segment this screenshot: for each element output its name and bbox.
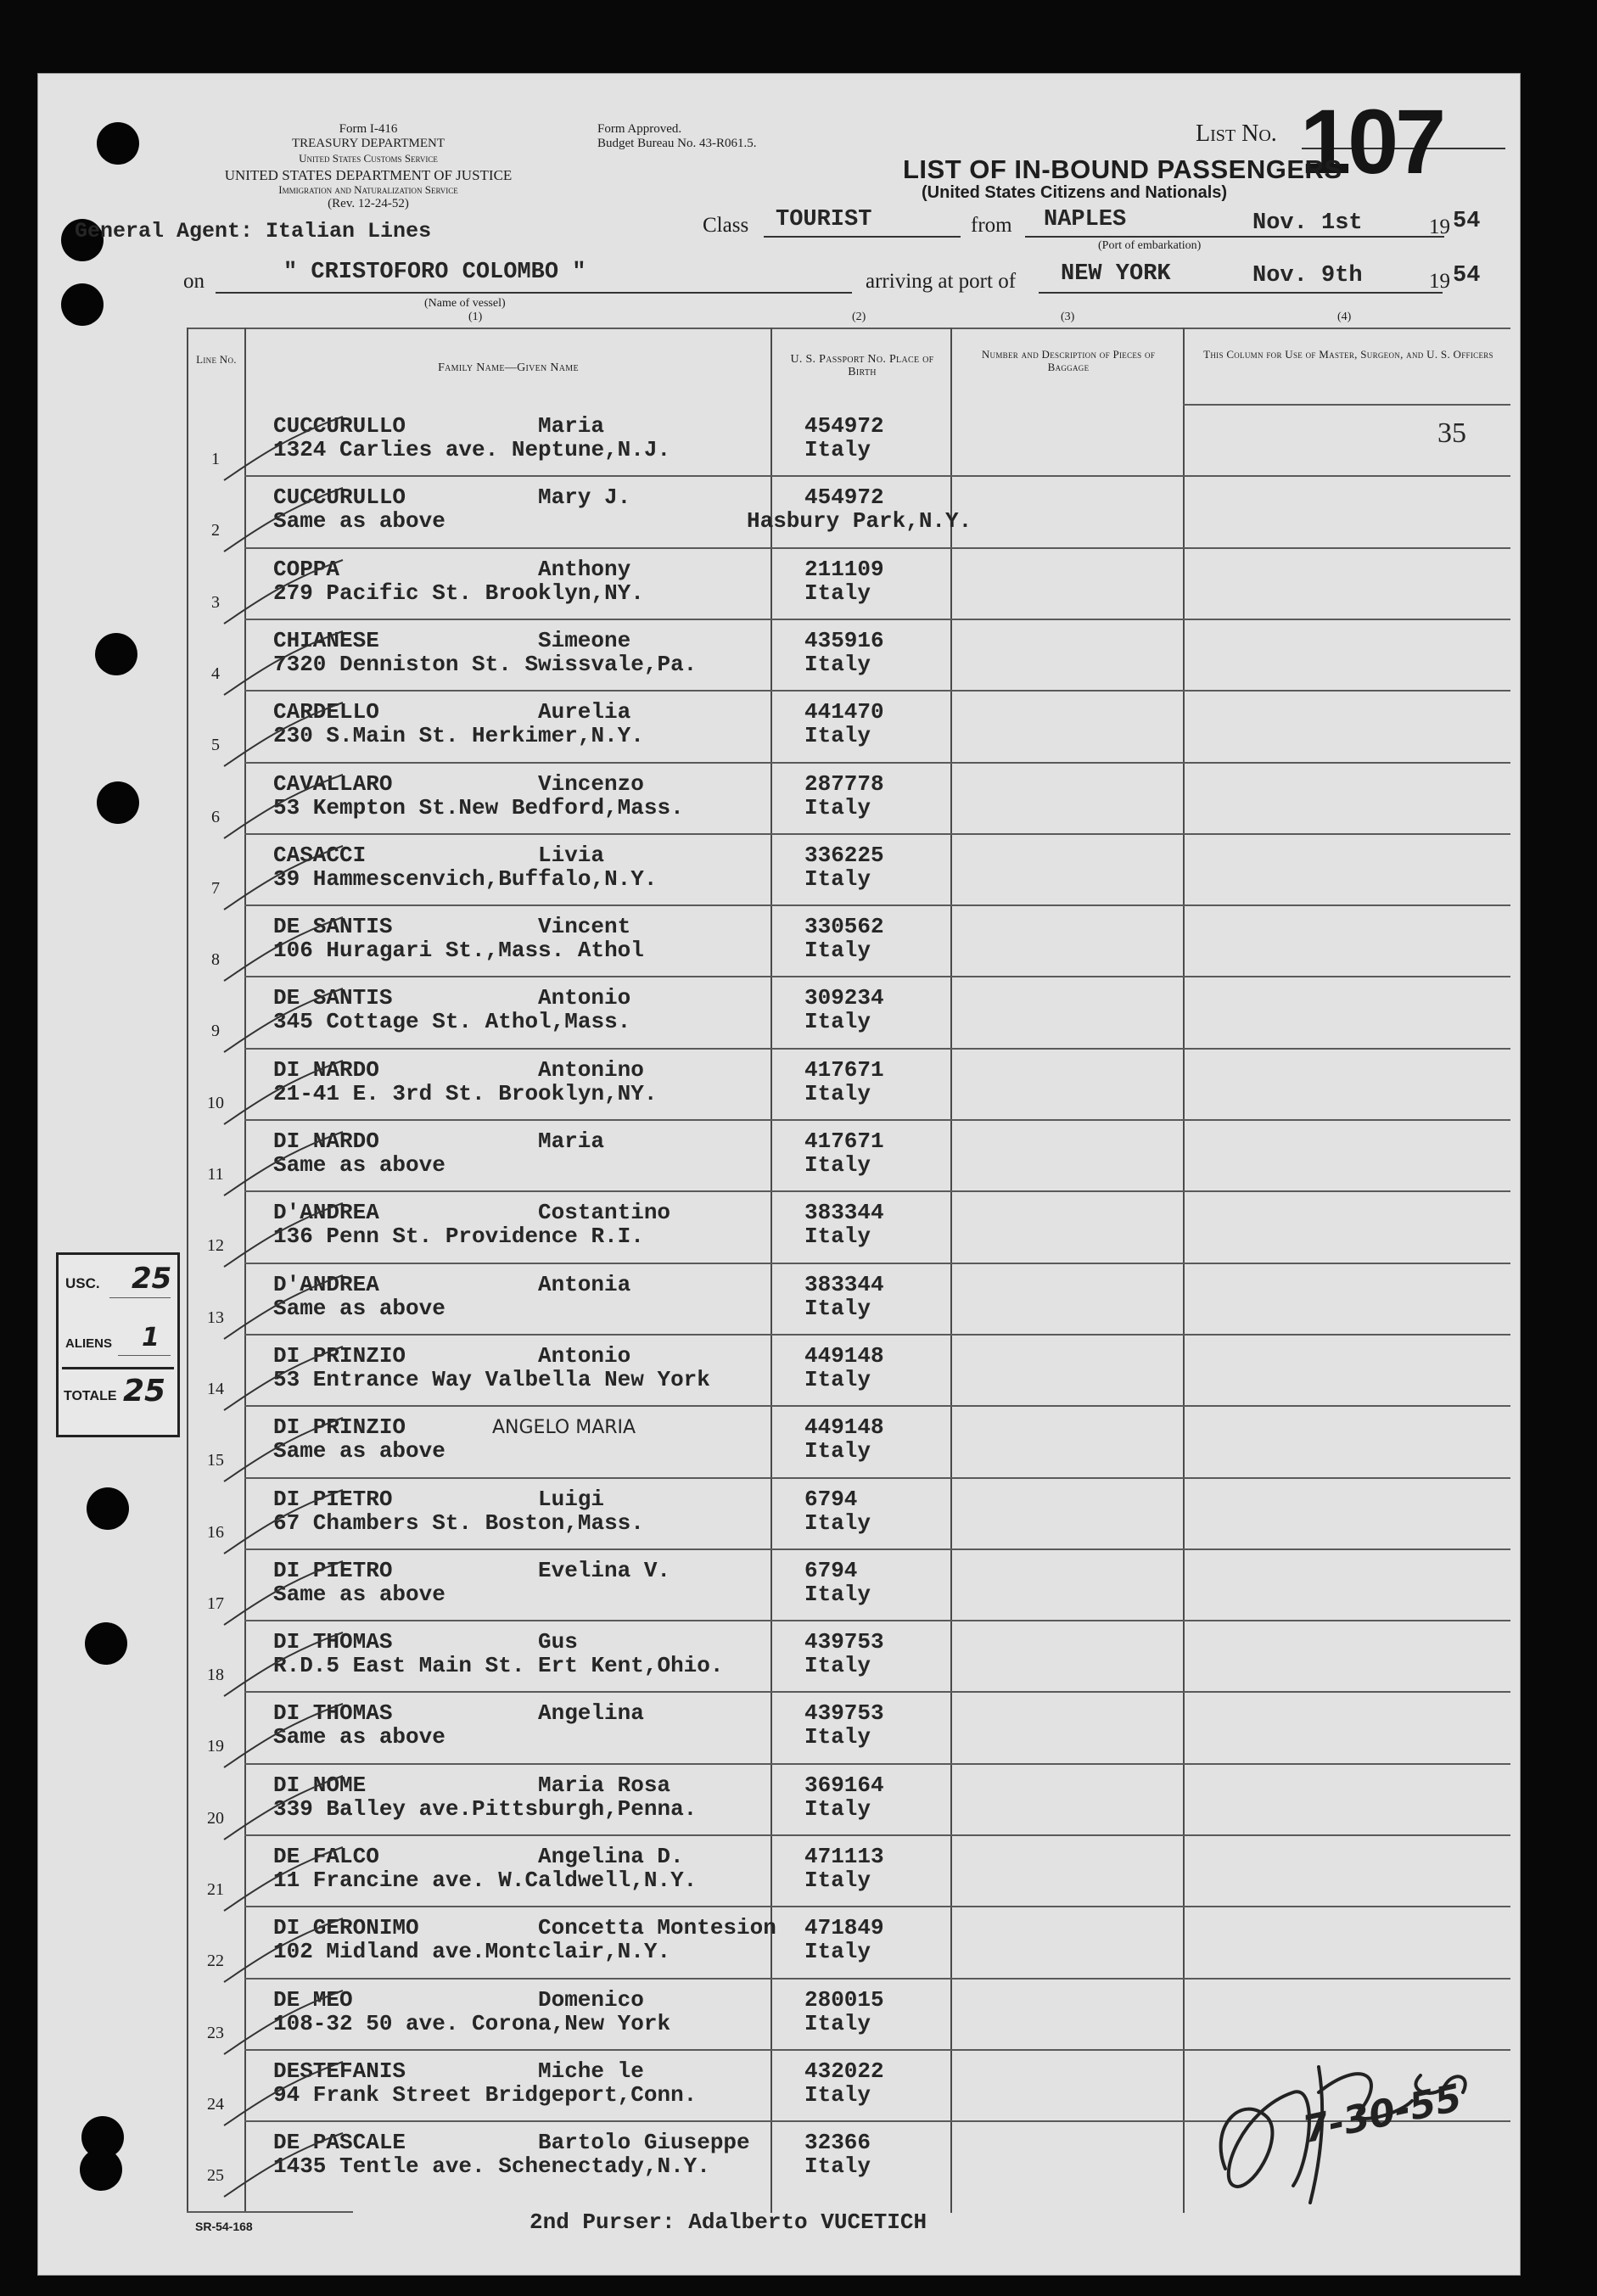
dept-treasury: TREASURY DEPARTMENT [291,137,445,150]
place-of-birth: Italy [804,580,871,606]
count-stamp [56,1252,180,1437]
place-of-birth: Italy [804,938,871,963]
line-number: 14 [207,1380,224,1398]
manifest-page [37,73,1521,2276]
general-agent: General Agent: Italian Lines [75,219,432,244]
row-divider [244,904,1510,906]
place-of-birth: Italy [804,795,871,820]
line-number: 24 [207,2095,224,2114]
family-name: D'ANDREA [273,1200,379,1225]
passport-number: 32366 [804,2130,871,2155]
punch-hole [95,633,137,675]
address: 102 Midland ave.Montclair,N.Y. [273,1939,671,1964]
passport-number: 280015 [804,1987,884,2013]
given-name: Aurelia [538,699,631,725]
row-divider [244,976,1510,977]
check-mark [216,1271,351,1347]
family-name: DI PIETRO [273,1558,393,1583]
address: 53 Kempton St.New Bedford,Mass. [273,795,684,820]
given-name: Antonio [538,1343,631,1369]
footer-code: SR-54-168 [195,2220,253,2233]
address: 1324 Carlies ave. Neptune,N.J. [273,437,671,462]
check-mark [216,1486,351,1562]
aliens-label: ALIENS [65,1336,113,1351]
dept-immigration: Immigration and Naturalization Service [278,183,458,196]
passport-number: 454972 [804,484,884,510]
punch-hole [61,283,104,326]
family-name: CHIANESE [273,628,379,653]
place-of-birth: Italy [804,1224,871,1249]
line-number: 20 [207,1809,224,1828]
punch-hole [97,781,139,824]
place-of-birth: Italy [804,723,871,748]
col-num-3: (3) [1061,311,1075,323]
given-name: Angelina [538,1700,644,1726]
passport-number: 449148 [804,1414,884,1440]
line-number: 22 [207,1952,224,1970]
address: Same as above [273,1296,445,1321]
line-number: 5 [211,736,220,754]
depart-year: 54 [1453,209,1481,234]
given-name: Antonino [538,1057,644,1083]
family-name: D'ANDREA [273,1272,379,1297]
place-of-birth: Italy [804,1367,871,1392]
row-divider [244,1763,1510,1765]
line-number: 23 [207,2024,224,2042]
given-name: Livia [538,843,605,868]
line-number: 6 [211,808,220,826]
row-divider [244,1119,1510,1121]
check-mark [216,770,351,847]
address: R.D.5 East Main St. Ert Kent,Ohio. [273,1653,724,1678]
address: 67 Chambers St. Boston,Mass. [273,1510,644,1536]
row-divider [244,690,1510,692]
line-number: 18 [207,1666,224,1684]
row-divider [244,1978,1510,1980]
given-name: Luigi [538,1487,605,1512]
check-mark [216,627,351,703]
row-divider [244,1906,1510,1907]
place-of-birth: Italy [804,1438,871,1464]
family-name: DI NOME [273,1772,367,1798]
usc-value: 25 [132,1262,172,1296]
family-name: DI THOMAS [273,1629,393,1655]
approval-block [597,122,756,151]
col-header-baggage: Number and Description of Pieces of Baggage [981,348,1156,373]
given-name: Maria [538,1128,605,1154]
passport-number: 454972 [804,413,884,439]
passport-number: 435916 [804,628,884,653]
class-label: Class [703,214,749,237]
arrival-port: NEW YORK [1061,261,1171,287]
address: Same as above [273,1438,445,1464]
address: 11 Francine ave. W.Caldwell,N.Y. [273,1868,698,1893]
col-header-name: Family Name—Given Name [438,361,579,374]
place-of-birth: Italy [804,2153,871,2179]
punch-hole [80,2148,122,2191]
given-name: Antonia [538,1272,631,1297]
line-number: 19 [207,1737,224,1756]
passport-number: 449148 [804,1343,884,1369]
address: 108-32 50 ave. Corona,New York [273,2011,671,2036]
address: Same as above [273,1582,445,1607]
passport-number: 417671 [804,1057,884,1083]
given-name: Bartolo Giuseppe [538,2130,750,2155]
form-approved: Form Approved. [597,122,682,136]
check-mark [216,1056,351,1133]
row-divider [244,1834,1510,1836]
form-number: Form I-416 [339,122,398,136]
punch-hole [87,1487,129,1530]
line-number: 2 [211,521,220,540]
given-name: ANGELO MARIA [492,1417,636,1438]
passport-number: 369164 [804,1772,884,1798]
check-mark [216,1342,351,1419]
check-mark [216,913,351,989]
family-name: DI GERONIMO [273,1915,419,1940]
check-mark [216,1843,351,1919]
row-divider [244,619,1510,620]
place-of-birth: Hasbury Park,N.Y. [747,508,972,534]
col-num-2: (2) [852,311,866,323]
family-name: DE SANTIS [273,985,393,1011]
given-name: Maria [538,413,605,439]
given-name: Angelina D. [538,1844,684,1869]
address: 279 Pacific St. Brooklyn,NY. [273,580,644,606]
passport-number: 336225 [804,843,884,868]
address: 53 Entrance Way Valbella New York [273,1367,710,1392]
place-of-birth: Italy [804,1796,871,1822]
given-name: Evelina V. [538,1558,671,1583]
place-of-birth: Italy [804,866,871,892]
place-of-birth: Italy [804,437,871,462]
passport-number: 441470 [804,699,884,725]
place-of-birth: Italy [804,1724,871,1750]
place-of-birth: Italy [804,2082,871,2108]
address: 106 Huragari St.,Mass. Athol [273,938,644,963]
check-mark [216,1557,351,1633]
address: 230 S.Main St. Herkimer,N.Y. [273,723,644,748]
address: Same as above [273,508,445,534]
form-header-block [190,122,546,165]
place-of-birth: Italy [804,1152,871,1178]
passport-number: 6794 [804,1487,858,1512]
address: 339 Balley ave.Pittsburgh,Penna. [273,1796,698,1822]
address: 1435 Tentle ave. Schenectady,N.Y. [273,2153,710,2179]
given-name: Gus [538,1629,578,1655]
row-divider [244,762,1510,764]
passport-number: 309234 [804,985,884,1011]
vessel-name: " CRISTOFORO COLOMBO " [283,260,586,285]
depart-date: Nov. 1st [1252,210,1363,236]
place-of-birth: Italy [804,652,871,677]
family-name: CASACCI [273,843,367,868]
given-name: Vincenzo [538,771,644,797]
passport-number: 383344 [804,1272,884,1297]
given-name: Simeone [538,628,631,653]
family-name: DE SANTIS [273,914,393,939]
purser-name: 2nd Purser: Adalberto VUCETICH [530,2209,927,2235]
arrival-year-prefix: 19 [1429,270,1450,293]
signature-date: 7-30-55 [1298,2075,1465,2153]
line-number: 17 [207,1594,224,1613]
family-name: DE PASCALE [273,2130,406,2155]
line-number: 12 [207,1236,224,1255]
address: 136 Penn St. Providence R.I. [273,1224,644,1249]
budget-bureau: Budget Bureau No. 43-R061.5. [597,137,757,150]
usc-label: USC. [65,1275,100,1291]
given-name: Costantino [538,1200,671,1225]
check-mark [216,1128,351,1204]
line-number: 21 [207,1880,224,1899]
total-value: 25 [123,1374,166,1408]
arrival-year: 54 [1453,263,1481,288]
place-of-birth: Italy [804,2011,871,2036]
place-of-birth: Italy [804,1510,871,1536]
passport-number: 6794 [804,1558,858,1583]
arrival-date: Nov. 9th [1252,263,1363,288]
col-header-passport: U. S. Passport No. Place of Birth [790,353,934,378]
check-mark [216,1772,351,1848]
vessel-label: (Name of vessel) [424,297,506,310]
family-name: CARDELLO [273,699,379,725]
dept-justice: UNITED STATES DEPARTMENT OF JUSTICE [224,167,513,183]
place-of-birth: Italy [804,1868,871,1893]
row-divider [244,1263,1510,1264]
family-name: DI PRINZIO [273,1343,406,1369]
col-header-line: Line No. [196,353,237,366]
check-mark [216,1986,351,2063]
passport-number: 432022 [804,2058,884,2084]
family-name: DI THOMAS [273,1700,393,1726]
from-port: NAPLES [1044,207,1127,232]
given-name: Concetta Montesion [538,1915,776,1940]
passport-number: 287778 [804,771,884,797]
given-name: Maria Rosa [538,1772,671,1798]
col-num-1: (1) [468,311,483,323]
passport-number: 439753 [804,1629,884,1655]
col-num-4: (4) [1337,311,1352,323]
passport-number: 471113 [804,1844,884,1869]
address: 94 Frank Street Bridgeport,Conn. [273,2082,698,2108]
row-divider [244,1048,1510,1050]
aliens-value: 1 [142,1323,160,1352]
check-mark [216,842,351,918]
address: Same as above [273,1152,445,1178]
line-number: 15 [207,1451,224,1470]
port-embark-label: (Port of embarkation) [1098,239,1202,252]
form-header-block-2 [173,168,563,211]
line-number: 13 [207,1308,224,1327]
given-name: Vincent [538,914,631,939]
family-name: COPPA [273,557,340,582]
passport-number: 383344 [804,1200,884,1225]
line-number: 10 [207,1094,224,1112]
given-name: Anthony [538,557,631,582]
line-number: 7 [211,879,220,898]
family-name: DE FALCO [273,1844,379,1869]
row-divider [244,1620,1510,1621]
line-number: 16 [207,1523,224,1542]
depart-year-prefix: 19 [1429,216,1450,238]
form-title: LIST OF IN-BOUND PASSENGERS [903,154,1342,184]
place-of-birth: Italy [804,1009,871,1034]
line-number: 3 [211,593,220,612]
place-of-birth: Italy [804,1582,871,1607]
list-no-label: List No. [1196,120,1277,147]
row-divider [244,1405,1510,1407]
family-name: CUCCURULLO [273,484,406,510]
row-divider [244,475,1510,477]
family-name: DE MEO [273,1987,353,2013]
dept-customs: United States Customs Service [299,152,438,165]
address: 7320 Denniston St. Swissvale,Pa. [273,652,698,677]
line-number: 8 [211,950,220,969]
given-name: Mary J. [538,484,631,510]
line-number: 25 [207,2166,224,2185]
place-of-birth: Italy [804,1653,871,1678]
punch-hole [97,122,139,165]
row-divider [244,547,1510,549]
address: Same as above [273,1724,445,1750]
check-mark [216,556,351,632]
row-divider [244,1190,1510,1192]
given-name: Domenico [538,1987,644,2013]
family-name: DI PIETRO [273,1487,393,1512]
total-label: TOTALE [64,1389,117,1403]
from-label: from [971,214,1012,237]
place-of-birth: Italy [804,1939,871,1964]
form-subtitle: (United States Citizens and Nationals) [922,183,1228,202]
check-mark [216,412,351,489]
row-divider [244,1691,1510,1693]
check-mark [216,2129,351,2205]
place-of-birth: Italy [804,1296,871,1321]
address: 39 Hammescenvich,Buffalo,N.Y. [273,866,658,892]
family-name: DI PRINZIO [273,1414,406,1440]
passport-number: 211109 [804,557,884,582]
punch-hole [85,1622,127,1665]
place-of-birth: Italy [804,1081,871,1106]
passport-number: 330562 [804,914,884,939]
col-header-officers: This Column for Use of Master, Surgeon, and U. S. Officers [1203,348,1493,361]
family-name: DI NARDO [273,1128,379,1154]
check-mark [216,1628,351,1705]
check-mark [216,2058,351,2134]
row-divider [244,1477,1510,1479]
class-value: TOURIST [776,207,872,232]
given-name: Miche le [538,2058,644,2084]
given-name: Antonio [538,985,631,1011]
passport-number: 471849 [804,1915,884,1940]
line-number: 11 [207,1165,224,1184]
row-divider [244,1548,1510,1550]
passport-number: 439753 [804,1700,884,1726]
on-label: on [183,270,205,293]
family-name: DESTEFANIS [273,2058,406,2084]
arriving-label: arriving at port of [866,270,1017,293]
family-name: DI NARDO [273,1057,379,1083]
line-number: 4 [211,664,220,683]
list-number: 107 [1300,90,1443,193]
row-divider [244,833,1510,835]
form-revision: (Rev. 12-24-52) [328,197,409,210]
passport-number: 417671 [804,1128,884,1154]
address: 21-41 E. 3rd St. Brooklyn,NY. [273,1081,658,1106]
family-name: CAVALLARO [273,771,393,797]
family-name: CUCCURULLO [273,413,406,439]
row-divider [244,1334,1510,1336]
line-number: 9 [211,1022,220,1040]
address: 345 Cottage St. Athol,Mass. [273,1009,631,1034]
line-number: 1 [211,450,220,468]
officer-note: 35 [1437,417,1466,449]
